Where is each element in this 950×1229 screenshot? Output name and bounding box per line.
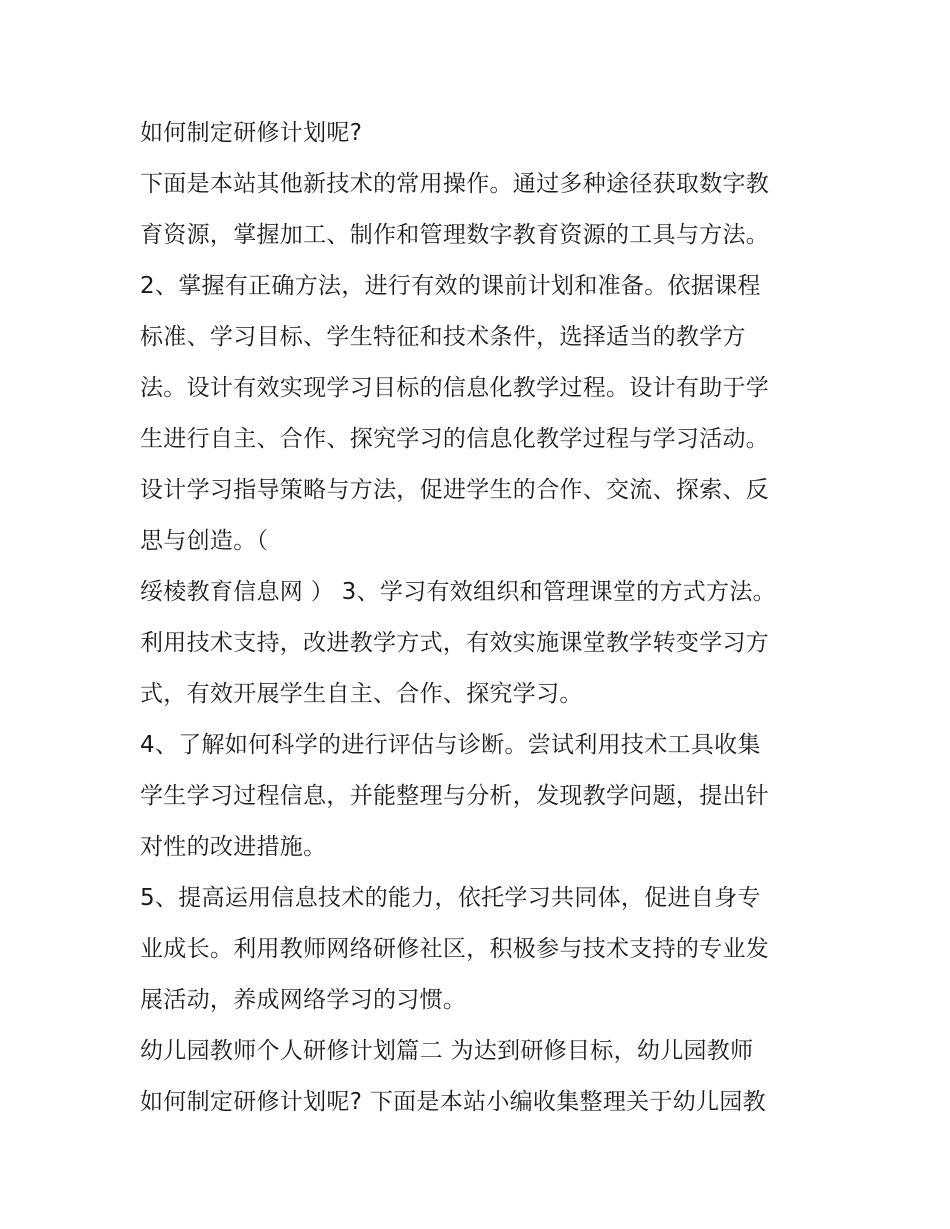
text-line: 式，有效开展学生自主、合作、探究学习。 bbox=[140, 681, 583, 707]
text-line: 绥棱教育信息网 ） 3、学习有效组织和管理课堂的方式方法。 bbox=[140, 579, 776, 605]
text-line: 设计学习指导策略与方法，促进学生的合作、交流、探索、反 bbox=[140, 477, 770, 503]
text-line: 4、了解如何科学的进行评估与诊断。尝试利用技术工具收集 bbox=[140, 732, 761, 758]
text-line: 幼儿园教师个人研修计划篇二 为达到研修目标，幼儿园教师 bbox=[140, 1038, 754, 1064]
text-line: 对性的改进措施。 bbox=[140, 834, 327, 860]
text-line: 利用技术支持，改进教学方式，有效实施课堂教学转变学习方 bbox=[140, 630, 770, 656]
text-line: 如何制定研修计划呢? bbox=[140, 120, 363, 146]
text-line: 思与创造。（ bbox=[140, 528, 269, 554]
text-line: 业成长。利用教师网络研修社区，积极参与技术支持的专业发 bbox=[140, 936, 770, 962]
text-line: 5、提高运用信息技术的能力，依托学习共同体，促进自身专 bbox=[140, 885, 761, 911]
text-line: 下面是本站其他新技术的常用操作。通过多种途径获取数字教 bbox=[140, 171, 770, 197]
text-line: 标准、学习目标、学生特征和技术条件，选择适当的教学方 bbox=[140, 324, 746, 350]
text-line: 育资源，掌握加工、制作和管理数字教育资源的工具与方法。 bbox=[140, 222, 770, 248]
text-line: 生进行自主、合作、探究学习的信息化教学过程与学习活动。 bbox=[140, 426, 770, 452]
text-line: 2、掌握有正确方法，进行有效的课前计划和准备。依据课程 bbox=[140, 273, 761, 299]
text-line: 如何制定研修计划呢? 下面是本站小编收集整理关于幼儿园教 bbox=[140, 1089, 766, 1115]
text-line: 学生学习过程信息，并能整理与分析，发现教学问题，提出针 bbox=[140, 783, 770, 809]
text-line: 展活动，养成网络学习的习惯。 bbox=[140, 987, 467, 1013]
text-line: 法。设计有效实现学习目标的信息化教学过程。设计有助于学 bbox=[140, 375, 770, 401]
document-body bbox=[140, 108, 820, 1128]
